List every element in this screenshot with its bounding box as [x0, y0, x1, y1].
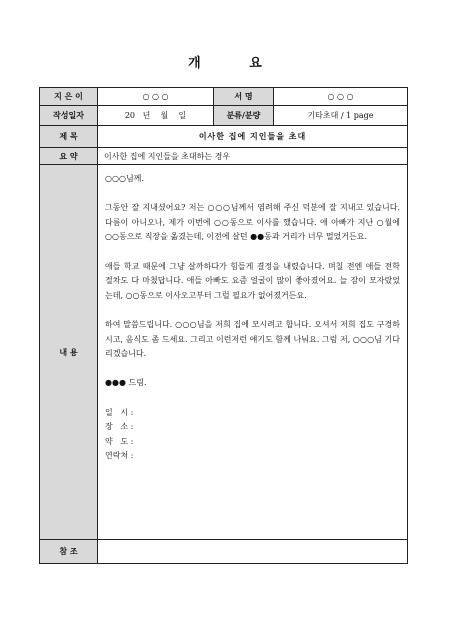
date-value: 20 년 월 일: [98, 106, 214, 126]
field-contact: 연락처 :: [105, 451, 134, 461]
field-datetime: 일 시 :: [105, 407, 134, 417]
reference-label: 참 조: [40, 540, 98, 564]
subject-row: [40, 126, 408, 148]
author-row: [40, 88, 408, 106]
document-form-table: [39, 87, 408, 564]
author-value: ○ ○ ○: [98, 88, 214, 106]
paragraph-2: 애들 학교 때문에 그냥 살까하다가 힘들게 결정을 내렸습니다. 며칠 전엔 애들 전학 절차도 다 마쳤답니다. 애들 아빠도 요즘 얼굴이 많이 좋아졌어요. 늘 잠이 모자랐었는데, ○○동으로 이사오고부터 그럴 필요가 없어졌거든요.: [105, 261, 400, 300]
category-value: 기타초대 / 1 page: [274, 106, 408, 126]
paragraph-3: 하여 말씀드립니다. ○○○님을 저희 집에 모시려고 합니다. 오셔서 저희 집도 구경하시고, 음식도 좀 드세요. 그리고 이런저런 얘기도 함께 나눠요. 그럼 저, ○○○님 기다리겠습니다.: [105, 319, 400, 359]
content-label: 내 용: [40, 165, 98, 540]
reference-value: [98, 540, 408, 564]
category-label: 분류/분량: [214, 106, 274, 126]
summary-row: [40, 148, 408, 165]
content-row: [40, 165, 408, 540]
summary-value: 이사한 집에 지인들을 초대하는 경우: [98, 148, 408, 165]
field-place: 장 소 :: [105, 422, 134, 432]
signature-value: ○ ○ ○: [274, 88, 408, 106]
author-label: 지 은 이: [40, 88, 98, 106]
subject-label: 제 목: [40, 126, 98, 148]
date-label: 작성일자: [40, 106, 98, 126]
greeting: ○○○님께.: [105, 174, 144, 183]
content-body: [98, 165, 408, 540]
date-row: [40, 106, 408, 126]
field-map: 약 도 :: [105, 436, 134, 446]
signature-label: 서 명: [214, 88, 274, 106]
paragraph-1: 그동안 잘 지내셨어요? 저는 ○○○님께서 염려해 주신 덕분에 잘 지내고 있습니다. 다름이 아니오나, 제가 이번에 ○○동으로 이사를 했습니다. 애 아빠가 지난 ○월에 ○○동으로 직장을 옮겼는데, 이전에 살던 ●●동과 거리가 너무 멀었거든요.: [105, 203, 400, 242]
summary-label: 요 약: [40, 148, 98, 165]
signoff: ●●● 드림.: [105, 378, 147, 388]
reference-row: [40, 540, 408, 564]
page-title: 개 요: [188, 56, 284, 71]
subject-value: 이사한 집에 지인들을 초대: [98, 126, 408, 148]
